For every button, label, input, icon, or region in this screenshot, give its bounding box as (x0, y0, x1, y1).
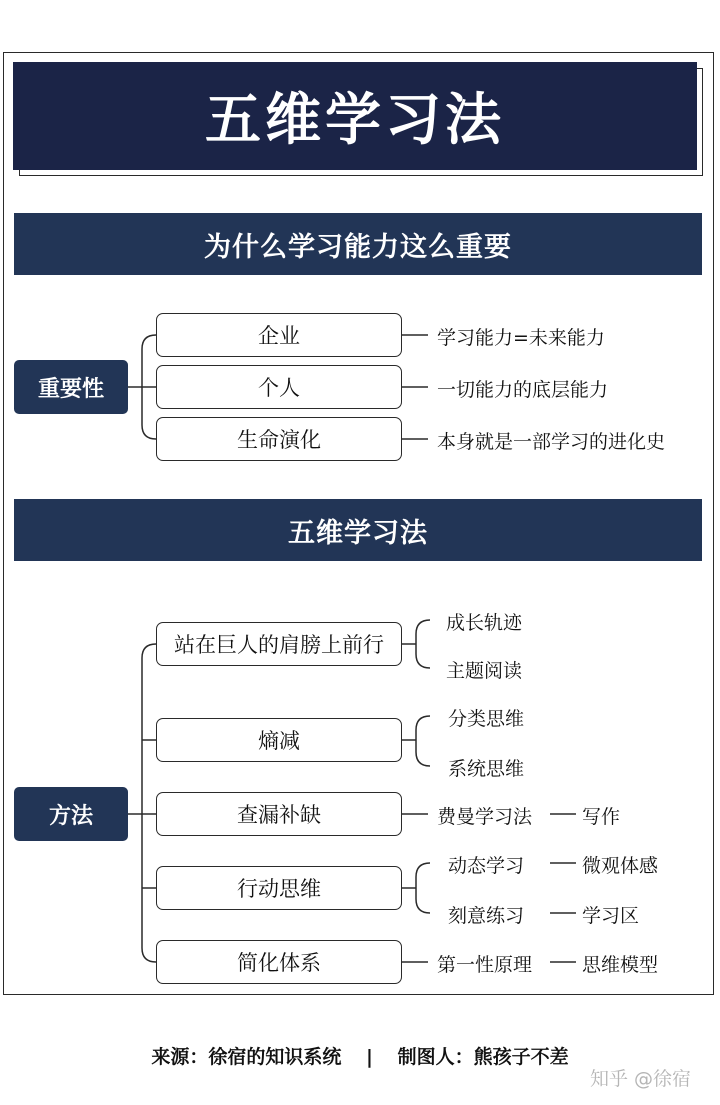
desc-evolution: 本身就是一部学习的进化史 (437, 431, 666, 453)
footer-separator: | (366, 1046, 373, 1068)
node-individual-label: 个人 (258, 376, 300, 400)
node-action-label: 行动思维 (237, 877, 321, 901)
section1-banner-text: 为什么学习能力这么重要 (204, 231, 512, 263)
node-simplify-label: 简化体系 (237, 951, 321, 975)
root-method-label: 方法 (48, 803, 93, 829)
desc-individual: 一切能力的底层能力 (437, 379, 609, 401)
root-method (14, 787, 128, 841)
node-gaps-label: 查漏补缺 (237, 803, 321, 827)
root-importance (14, 360, 128, 414)
node-giants-label: 站在巨人的肩膀上前行 (174, 633, 384, 657)
leaf-writing: 写作 (582, 806, 621, 828)
node-entropy (156, 718, 402, 762)
watermark: 知乎 @徐宿 (590, 1068, 692, 1090)
leaf-mental-models: 思维模型 (582, 954, 659, 976)
root-importance-label: 重要性 (37, 376, 104, 402)
leaf-systems: 系统思维 (448, 758, 525, 780)
leaf-topic-reading: 主题阅读 (446, 660, 523, 682)
leaf-deliberate: 刻意练习 (448, 905, 525, 927)
desc-enterprise: 学习能力=未来能力 (437, 327, 605, 349)
node-entropy-label: 熵减 (258, 729, 300, 753)
node-enterprise (156, 313, 402, 357)
leaf-micro: 微观体感 (582, 855, 659, 877)
page-title: 五维学习法 (205, 88, 505, 153)
node-action (156, 866, 402, 910)
leaf-learning-zone: 学习区 (582, 905, 640, 927)
node-gaps (156, 792, 402, 836)
section2-banner-text: 五维学习法 (288, 517, 428, 549)
footer-author: 制图人：熊孩子不差 (397, 1046, 569, 1068)
leaf-feynman: 费曼学习法 (437, 806, 533, 828)
node-giants (156, 622, 402, 666)
section2-banner (14, 499, 702, 561)
leaf-first-principles: 第一性原理 (437, 954, 533, 976)
leaf-dynamic: 动态学习 (448, 855, 525, 877)
node-simplify (156, 940, 402, 984)
footer-source: 来源：徐宿的知识系统 (151, 1046, 342, 1068)
leaf-classification: 分类思维 (448, 708, 525, 730)
node-individual (156, 365, 402, 409)
node-enterprise-label: 企业 (258, 324, 300, 348)
node-evolution (156, 417, 402, 461)
leaf-growth-path: 成长轨迹 (446, 612, 523, 634)
node-evolution-label: 生命演化 (237, 428, 321, 452)
